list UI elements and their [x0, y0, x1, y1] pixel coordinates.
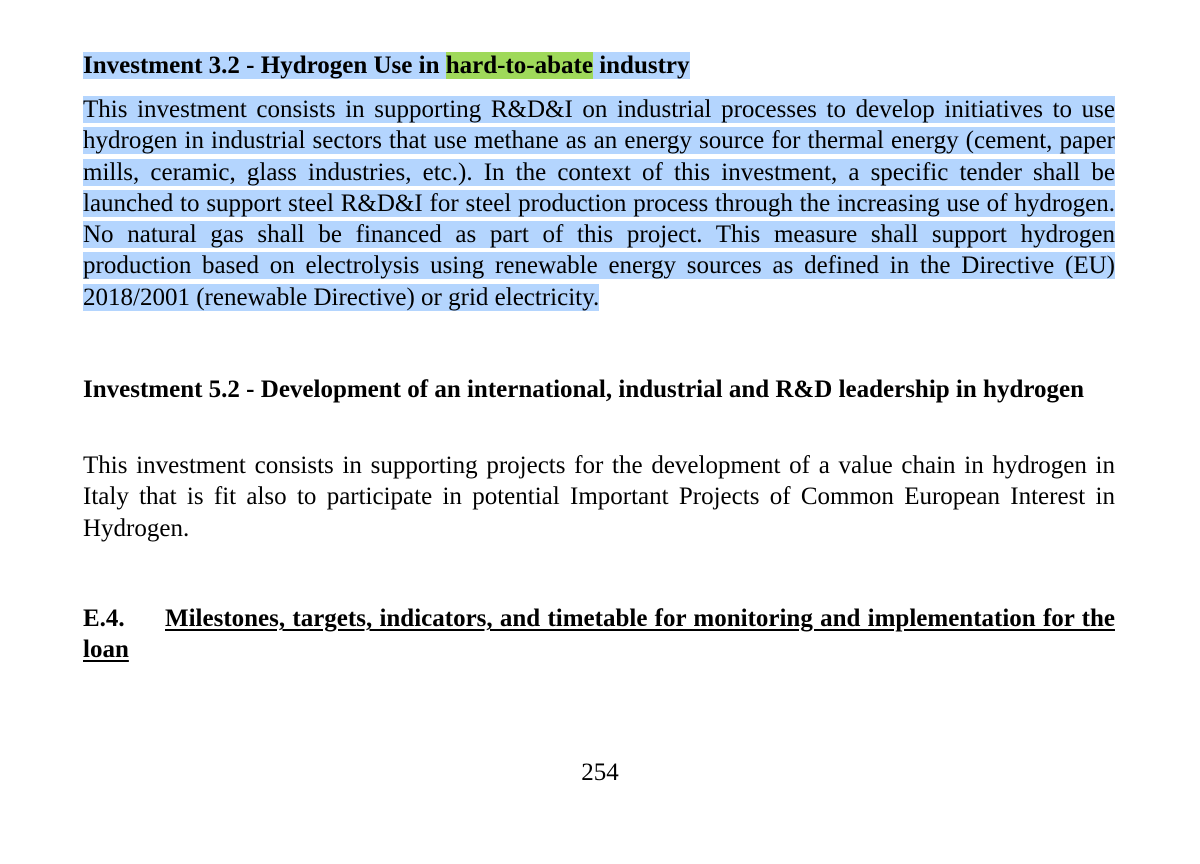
investment-3-2-heading [83, 50, 1115, 81]
section-e4-heading [83, 603, 1115, 665]
investment-3-2-paragraph [83, 94, 1115, 313]
investment-5-2-heading: Investment 5.2 - Development of an international, industrial and R&D leadership in hydrogen [83, 376, 1084, 403]
section-title: Milestones, targets, indicators, and timetable for monitoring and implementation for the loan [83, 605, 1115, 663]
heading-selected-text-start: Investment 3.2 - Hydrogen Use in [83, 52, 446, 79]
selected-paragraph-text: This investment consists in supporting R&D&I on industrial processes to develop initiatives to use hydrogen in industrial sectors that use methane as an energy source for thermal energy (cement, paper mills, ceramic, glass industries, etc.). In the context of this investment, a specific tender shall be launched to support steel R&D&I for steel production process through the increasing use of hydrogen. No natural gas shall be financed as part of this project. This measure shall support hydrogen production based on electrolysis using renewable energy sources as defined in the Directive (EU) 2018/2001 (renewable Directive) or grid electricity. [83, 96, 1115, 311]
heading-selected-text-end: industry [592, 52, 690, 79]
investment-5-2-paragraph: This investment consists in supporting projects for the development of a value chain in hydrogen in Italy that is fit also to participate in potential Important Projects of Common European Interest in Hydrogen. [83, 452, 1115, 542]
highlighted-term: hard-to-abate [445, 52, 593, 79]
page-number: 254 [581, 759, 619, 786]
section-number: E.4. [83, 605, 125, 632]
